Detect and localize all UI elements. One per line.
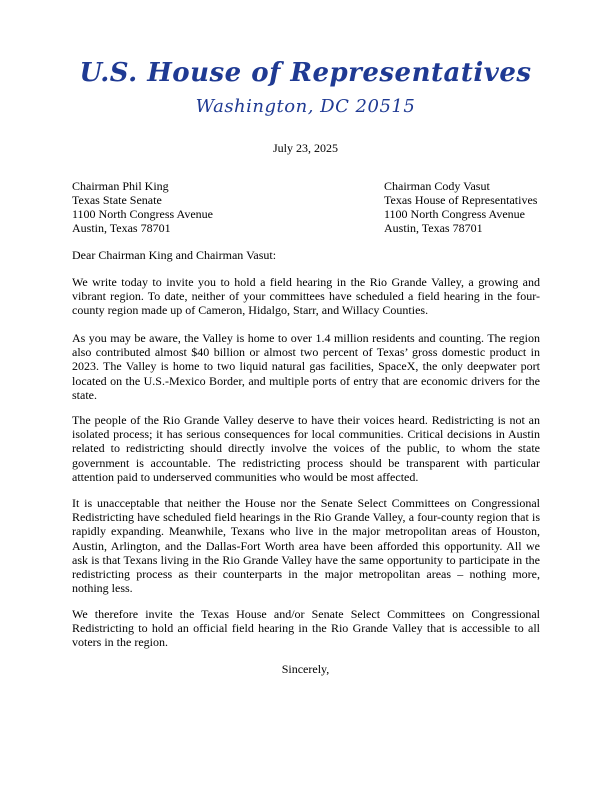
body-paragraph: We write today to invite you to hold a field hearing in the Rio Grande Valley, a growing and vibrant region. To date, neither of your committees have scheduled a field hearing in the four-county region made up of Cameron, Hidalgo, Starr, and Willacy Counties.	[72, 275, 540, 318]
recipient-city: Austin, Texas 78701	[72, 221, 171, 235]
recipient-street: 1100 North Congress Avenue	[384, 207, 525, 221]
salutation: Dear Chairman King and Chairman Vasut:	[72, 248, 277, 262]
recipient-name: Chairman Cody Vasut	[384, 179, 490, 193]
closing: Sincerely,	[281, 662, 330, 676]
body-paragraph: We therefore invite the Texas House and/or Senate Select Committees on Congressional Redistricting to hold an official field hearing in the Rio Grande Valley that is accessible to all voters in the region.	[72, 607, 540, 650]
letterhead-title: U.S. House of Representatives	[79, 58, 532, 88]
body-paragraph: It is unacceptable that neither the House nor the Senate Select Committees on Congressional Redistricting have scheduled field hearings in the Rio Grande Valley, a four-county region that is rapidly expanding. Meanwhile, Texans who live in the major metropolitan areas of Houston, Austin, Arlington, and the Dallas-Fort Worth area have been afforded this opportunity. All we ask is that Texans living in the Rio Grande Valley have the same opportunity to participate in the redistricting process as their counterparts in the major metropolitan areas – nothing more, nothing less.	[72, 496, 540, 596]
recipient-street: 1100 North Congress Avenue	[72, 207, 213, 221]
recipient-address-left	[72, 179, 213, 235]
recipient-name: Chairman Phil King	[72, 179, 169, 193]
recipient-body: Texas State Senate	[72, 193, 162, 207]
body-paragraph: The people of the Rio Grande Valley deserve to have their voices heard. Redistricting is not an isolated process; it has serious consequences for local communities. Critical decisions in Austin related to redistricting should directly involve the voices of the public, to whom the state government is accountable. The redistricting process should be transparent with particular attention paid to underserved communities who would be most affected.	[72, 413, 540, 484]
body-paragraph: As you may be aware, the Valley is home to over 1.4 million residents and counting. The region also contributed almost $40 billion or almost two percent of Texas’ gross domestic product in 2023. The Valley is home to two liquid natural gas facilities, SpaceX, the only deepwater port located on the U.S.-Mexico Border, and multiple ports of entry that are economic drivers for the state.	[72, 331, 540, 402]
letterhead-subtitle: Washington, DC 20515	[195, 96, 416, 117]
recipient-city: Austin, Texas 78701	[384, 221, 483, 235]
recipient-body: Texas House of Representatives	[384, 193, 538, 207]
recipient-address-right	[384, 179, 537, 235]
letter-date: July 23, 2025	[272, 141, 338, 155]
